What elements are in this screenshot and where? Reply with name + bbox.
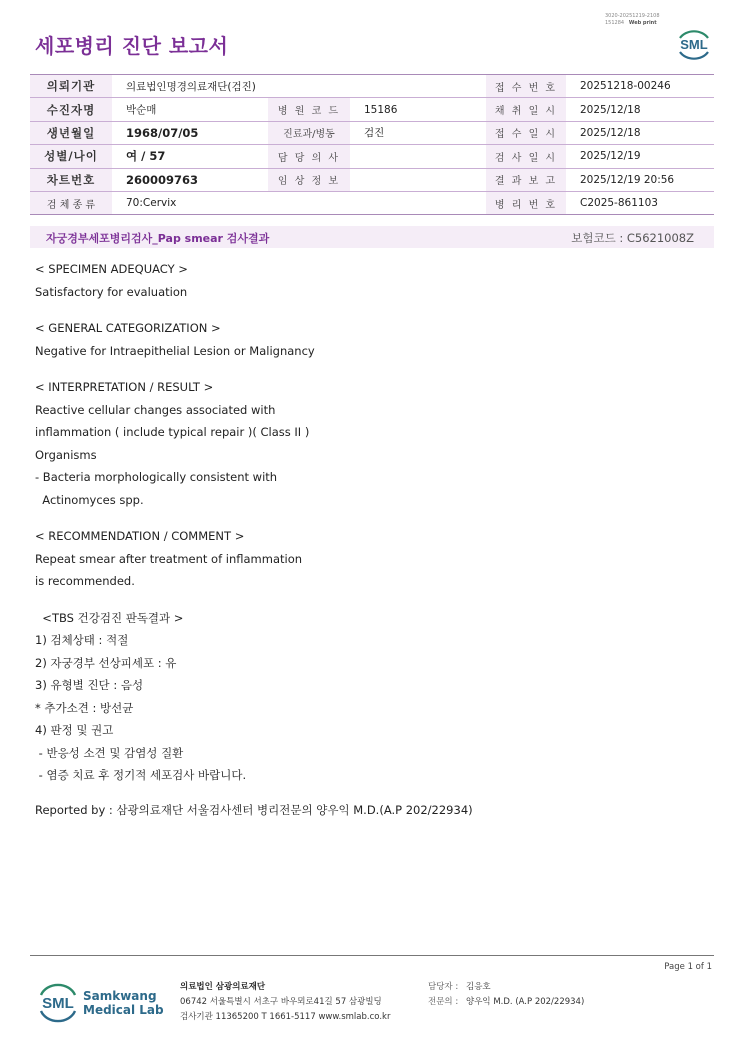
recommendation-line: Repeat smear after treatment of inflammation [35, 551, 303, 566]
interpretation-line: Reactive cellular changes associated with [35, 402, 276, 417]
value-pathology-no: C2025-861103 [566, 191, 714, 214]
label-department: 진료과/병동 [268, 121, 350, 144]
info-row [30, 98, 714, 121]
recommendation-header: < RECOMMENDATION / COMMENT > [35, 529, 245, 543]
label-clinical-info: 임 상 정 보 [268, 168, 350, 191]
interpretation-line: Organisms [35, 447, 97, 462]
value-hospital-code: 15186 [350, 98, 486, 121]
page-number: Page 1 of 1 [664, 962, 712, 972]
reported-by: Reported by : 삼광의료재단 서울검사센터 병리전문의 양우익 M.D.(A.P 202/22934) [35, 803, 473, 817]
value-birth-date: 1968/07/05 [112, 121, 268, 144]
sml-footer-logo-icon [36, 980, 80, 1026]
label-physician: 담 당 의 사 [268, 145, 350, 168]
label-pathology-no: 병 리 번 호 [486, 191, 566, 214]
value-received-date: 2025/12/18 [566, 121, 714, 144]
value-chart-no: 260009763 [112, 168, 268, 191]
adequacy-text: Satisfactory for evaluation [35, 284, 188, 299]
tbs-line: 2) 자궁경부 선상피세포 : 유 [35, 655, 177, 670]
adequacy-header: < SPECIMEN ADEQUACY > [35, 262, 188, 276]
info-row [30, 75, 714, 98]
value-report-date: 2025/12/19 20:56 [566, 168, 714, 191]
value-accession-no: 20251218-00246 [566, 75, 714, 98]
sml-logo-text: SML [680, 37, 708, 52]
info-row [30, 168, 714, 191]
web-print-label: Web print [628, 20, 657, 26]
label-chart-no: 차트번호 [30, 168, 112, 191]
value-sex-age: 여 / 57 [112, 145, 268, 168]
category-header: < GENERAL CATEGORIZATION > [35, 321, 221, 335]
page-title: 세포병리 진단 보고서 [35, 34, 229, 58]
interpretation-line: Actinomyces spp. [35, 492, 144, 507]
tbs-header: <TBS 건강검진 판독결과 > [35, 610, 184, 625]
tbs-line: 4) 판정 및 권고 [35, 723, 114, 737]
value-exam-date: 2025/12/19 [566, 145, 714, 168]
tbs-line: - 염증 치료 후 정기적 세포검사 바랍니다. [35, 768, 247, 782]
label-birth-date: 생년월일 [30, 121, 112, 144]
label-collection-date: 채 취 일 시 [486, 98, 566, 121]
info-row [30, 121, 714, 144]
specialist-name: 양우익 M.D. (A.P 202/22934) [466, 997, 585, 1007]
value-collection-date: 2025/12/18 [566, 98, 714, 121]
value-department: 검진 [350, 121, 486, 144]
footer-contact: 검사기관 11365200 T 1661-5117 www.smlab.co.kr [180, 1012, 391, 1022]
exam-title: 자궁경부세포병리검사_Pap smear 검사결과 [46, 232, 270, 245]
footer-org-info [180, 980, 390, 1025]
report-body [35, 258, 695, 787]
label-accession-no: 접 수 번 호 [486, 75, 566, 98]
label-exam-date: 검 사 일 시 [486, 145, 566, 168]
value-patient-name: 박순매 [112, 98, 268, 121]
interpretation-line: inflammation ( include typical repair )( Class II ) [35, 425, 310, 439]
interpretation-line: - Bacteria morphologically consistent with [35, 470, 278, 484]
recommendation-line: is recommended. [35, 574, 135, 588]
footer-address: 06742 서울특별시 서초구 바우뫼로41길 57 삼광빌딩 [180, 997, 382, 1007]
print-id [605, 13, 660, 27]
label-report-date: 결 과 보 고 [486, 168, 566, 191]
value-requesting-org: 의료법인명경의료재단(검진) [112, 75, 486, 98]
label-patient-name: 수진자명 [30, 98, 112, 121]
label-received-date: 접 수 일 시 [486, 121, 566, 144]
print-id-line2: 151284 [605, 20, 625, 26]
manager-name: 김응호 [466, 982, 491, 992]
specialist-label: 전문의 : [428, 997, 459, 1007]
label-sex-age: 성별/나이 [30, 145, 112, 168]
print-id-line1: 3020-20251219-2108 [605, 13, 660, 19]
brand-name-line1: Samkwang [83, 989, 157, 1003]
label-hospital-code: 병 원 코 드 [268, 98, 350, 121]
insurance-code: 보험코드 : C5621008Z [571, 231, 694, 245]
value-specimen-type: 70:Cervix [112, 191, 486, 214]
footer-org-name: 의료법인 삼광의료재단 [180, 982, 266, 992]
value-clinical-info [350, 168, 486, 191]
interpretation-header: < INTERPRETATION / RESULT > [35, 380, 214, 394]
label-specimen-type: 검 체 종 류 [30, 191, 112, 214]
label-requesting-org: 의뢰기관 [30, 75, 112, 98]
manager-label: 담당자 : [428, 982, 459, 992]
tbs-line: - 반응성 소견 및 감염성 질환 [35, 745, 184, 760]
value-physician [350, 145, 486, 168]
sml-footer-logo-text: SML [42, 995, 74, 1012]
tbs-line: 3) 유형별 진단 : 음성 [35, 678, 144, 692]
brand-name-line2: Medical Lab [83, 1003, 164, 1017]
footer-staff-info [428, 980, 584, 1010]
info-row [30, 145, 714, 168]
tbs-line: 1) 검체상태 : 적절 [35, 633, 129, 647]
patient-info-table [30, 74, 714, 215]
footer-logo [36, 980, 166, 1026]
footer-divider [30, 955, 714, 956]
category-text: Negative for Intraepithelial Lesion or Malignancy [35, 343, 315, 358]
exam-title-bar [30, 226, 714, 248]
tbs-line: * 추가소견 : 방선균 [35, 700, 134, 715]
info-row [30, 191, 714, 214]
sml-logo-icon [674, 26, 714, 62]
